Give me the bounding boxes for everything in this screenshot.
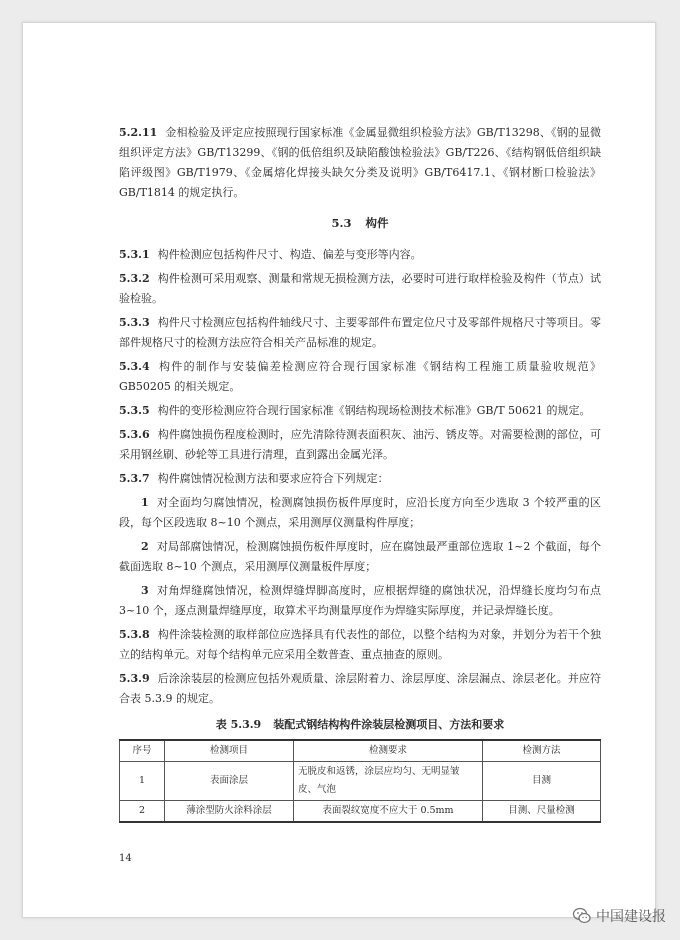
- item-number: 1: [141, 496, 149, 509]
- clause-5-3-3: [119, 313, 601, 353]
- clause-number: 5.2.11: [119, 126, 158, 139]
- clause-number: 5.3.3: [119, 316, 150, 329]
- table-row: [120, 801, 601, 823]
- clause-text: 金相检验及评定应按照现行国家标准《金属显微组织检验方法》GB/T13298、《钢的显微组织评定方法》GB/T13299、《钢的低倍组织及缺陷酸蚀检验法》GB/T226、《结构钢低倍组织缺陷评级图》GB/T1979、《金属熔化焊接头缺欠分类及说明》GB/T6417.1、《钢材断口检验法》GB/T1814 的规定执行。: [119, 126, 601, 199]
- table-row: [120, 762, 601, 801]
- clause-5-2-11: [119, 123, 601, 203]
- clause-number: 5.3.8: [119, 628, 150, 641]
- clause-5-3-9: [119, 669, 601, 709]
- clause-text: 构件尺寸检测应包括构件轴线尺寸、主要零部件布置定位尺寸及零部件规格尺寸等项目。零部件规格尺寸的检测方法应符合相关产品标准的规定。: [119, 316, 601, 349]
- table-cell: 1: [120, 762, 165, 801]
- item-text: 对局部腐蚀情况，检测腐蚀损伤板件厚度时，应在腐蚀最严重部位选取 1~2 个截面，每个截面选取 8~10 个测点，采用测厚仪测量板件厚度；: [119, 540, 601, 573]
- section-heading: [119, 213, 601, 233]
- table-cell: 无脱皮和返锈，涂层应均匀、无明显皱皮、气泡: [294, 762, 483, 801]
- clause-text: 构件检测可采用观察、测量和常规无损检测方法，必要时可进行取样检验及构件（节点）试验检验。: [119, 272, 601, 305]
- table-cell: 表面裂纹宽度不应大于 0.5mm: [294, 801, 483, 823]
- table-cell: 目测、尺量检测: [483, 801, 601, 823]
- clause-text: 构件腐蚀情况检测方法和要求应符合下列规定：: [157, 472, 389, 485]
- section-number: 5.3: [331, 216, 352, 230]
- clause-5-3-8: [119, 625, 601, 665]
- header-cell-method: 检测方法: [483, 740, 601, 762]
- header-cell-index: 序号: [120, 740, 165, 762]
- inspection-table: [119, 739, 601, 823]
- clause-number: 5.3.5: [119, 404, 150, 417]
- item-text: 对全面均匀腐蚀情况，检测腐蚀损伤板件厚度时，应沿长度方向至少选取 3 个较严重的区段，每个区段选取 8~10 个测点，采用测厚仪测量构件厚度；: [119, 496, 601, 529]
- section-title: 构件: [365, 216, 389, 230]
- clause-5-3-4: [119, 357, 601, 397]
- table-caption: [119, 715, 601, 735]
- table-cell: 表面涂层: [165, 762, 294, 801]
- list-item: [119, 537, 601, 577]
- item-text: 对角焊缝腐蚀情况，检测焊缝焊脚高度时，应根据焊缝的腐蚀状况，沿焊缝长度均匀布点 3~10 个，逐点测量焊缝厚度，取算术平均测量厚度作为焊缝实际厚度，并记录焊缝长度。: [119, 584, 601, 617]
- page-content: [119, 123, 601, 823]
- clause-number: 5.3.2: [119, 272, 150, 285]
- clause-5-3-1: [119, 245, 601, 265]
- clause-text: 构件腐蚀损伤程度检测时，应先清除待测表面积灰、油污、锈皮等。对需要检测的部位，可采用钢丝刷、砂轮等工具进行清理，直到露出金属光泽。: [119, 428, 601, 461]
- list-item: [119, 493, 601, 533]
- table-header-row: [120, 740, 601, 762]
- clause-text: 构件涂装检测的取样部位应选择具有代表性的部位，以整个结构为对象，并划分为若干个独立的结构单元。对每个结构单元应采用全数普查、重点抽查的原则。: [119, 628, 601, 661]
- watermark-text: 中国建设报: [596, 909, 666, 925]
- table-cell: 2: [120, 801, 165, 823]
- clause-number: 5.3.4: [119, 360, 150, 373]
- header-cell-requirement: 检测要求: [294, 740, 483, 762]
- table-number: 表 5.3.9: [215, 718, 262, 731]
- table-cell: 薄涂型防火涂料涂层: [165, 801, 294, 823]
- clause-number: 5.3.7: [119, 472, 150, 485]
- clause-number: 5.3.6: [119, 428, 150, 441]
- watermark: [572, 906, 666, 926]
- wechat-icon: [572, 906, 592, 926]
- clause-5-3-7: [119, 469, 601, 489]
- table-cell: 目测: [483, 762, 601, 801]
- clause-5-3-6: [119, 425, 601, 465]
- clause-text: 后涂涂装层的检测应包括外观质量、涂层附着力、涂层厚度、涂层漏点、涂层老化。并应符合表 5.3.9 的规定。: [119, 672, 601, 705]
- clause-text: 构件的制作与安装偏差检测应符合现行国家标准《钢结构工程施工质量验收规范》GB50205 的相关规定。: [119, 360, 601, 393]
- page-number: 14: [119, 853, 132, 864]
- clause-5-3-5: [119, 401, 601, 421]
- list-item: [119, 581, 601, 621]
- item-number: 3: [141, 584, 149, 597]
- header-cell-item: 检测项目: [165, 740, 294, 762]
- clause-text: 构件的变形检测应符合现行国家标准《钢结构现场检测技术标准》GB/T 50621 的规定。: [157, 404, 591, 417]
- clause-number: 5.3.1: [119, 248, 150, 261]
- clause-text: 构件检测应包括构件尺寸、构造、偏差与变形等内容。: [157, 248, 422, 261]
- clause-5-3-2: [119, 269, 601, 309]
- clause-number: 5.3.9: [119, 672, 150, 685]
- item-number: 2: [141, 540, 149, 553]
- table-title: 装配式钢结构构件涂装层检测项目、方法和要求: [273, 718, 505, 731]
- document-page: [22, 22, 656, 918]
